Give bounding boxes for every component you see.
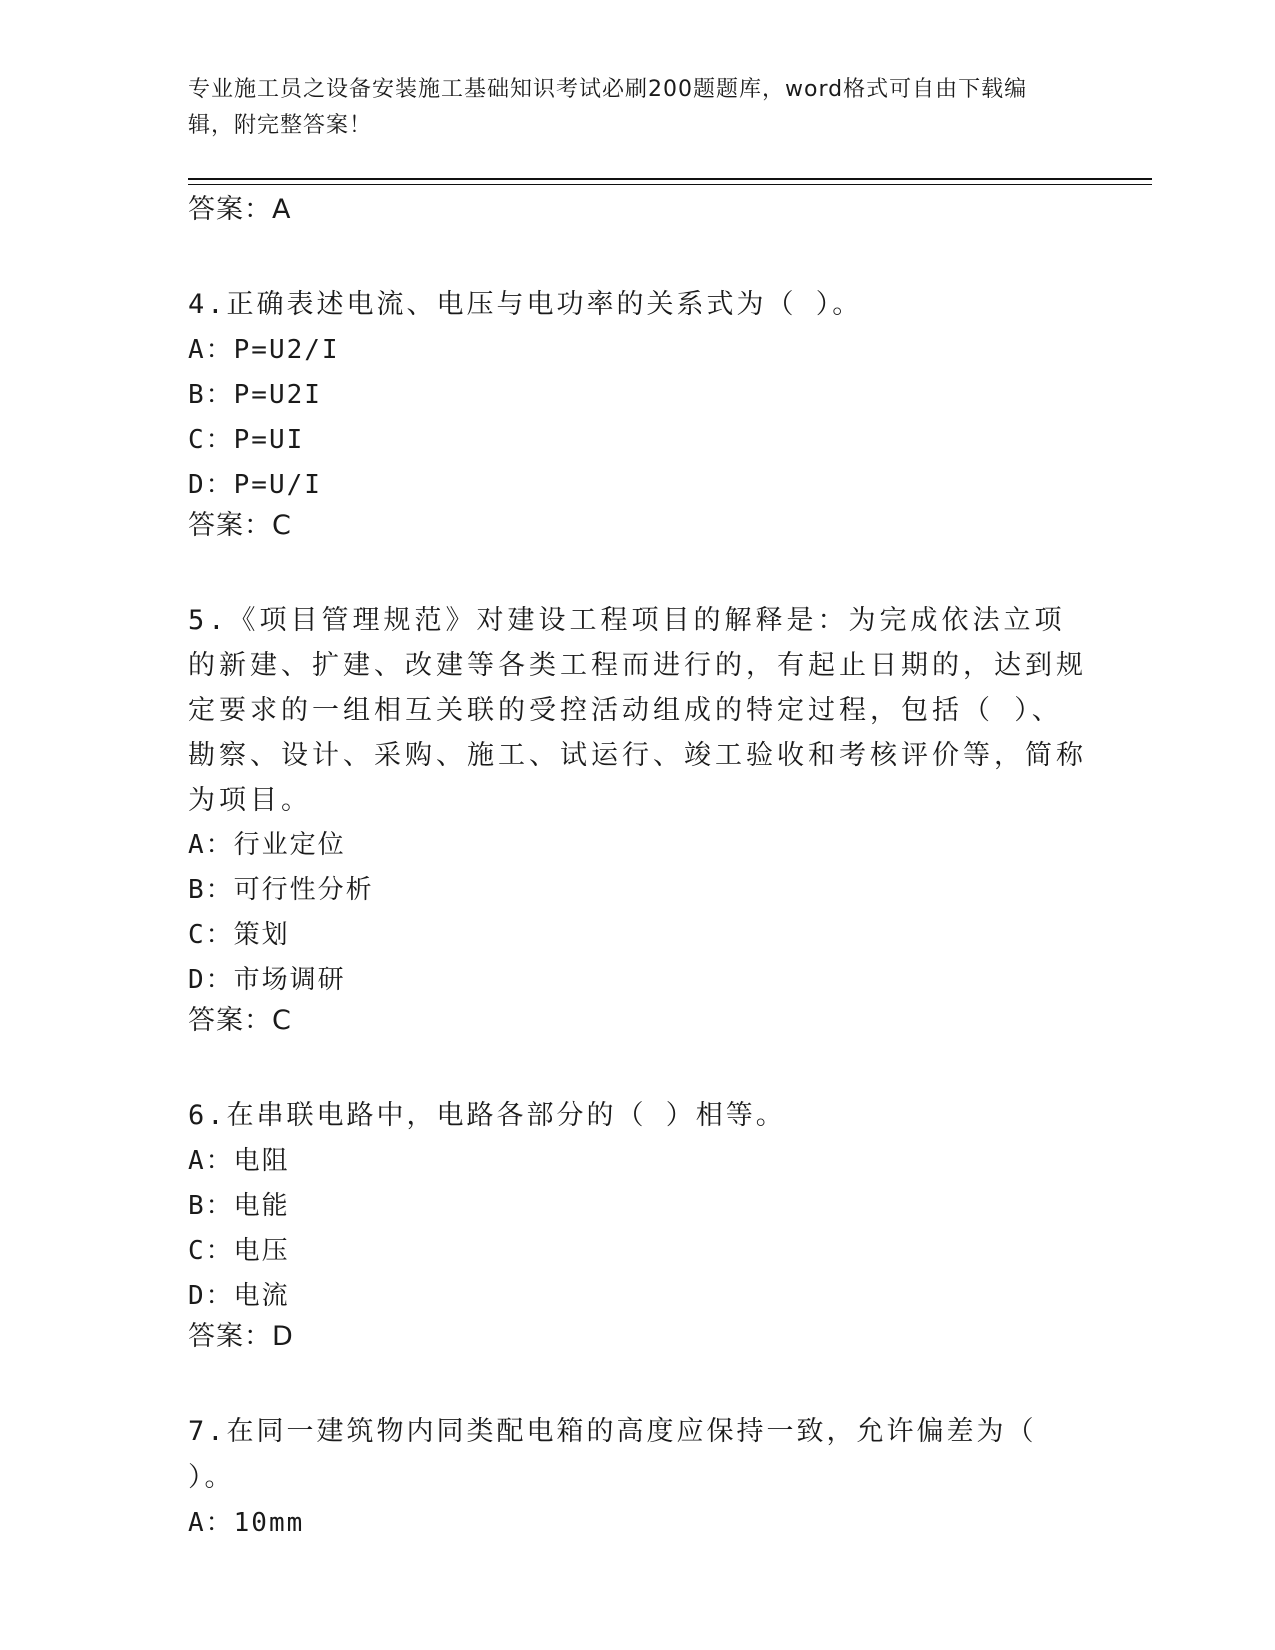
answer-line: 答案：D [188,1321,294,1352]
question-list [188,192,1088,1546]
question-block [188,1409,1088,1546]
option-c: C：电压 [188,1236,290,1266]
option-a: A：电阻 [188,1146,290,1176]
option-a: A：10mm [188,1508,305,1538]
question-stem: 6.在串联电路中，电路各部分的（ ）相等。 [188,1100,786,1131]
question-block [188,1093,1088,1363]
question-block [188,282,1088,552]
document-header: 专业施工员之设备安装施工基础知识考试必刷200题题库，word格式可自由下载编辑，附完整答案！ [188,77,1028,138]
option-d: D：P=U/I [188,470,322,500]
question-stem: 5.《项目管理规范》对建设工程项目的解释是：为完成依法立项的新建、扩建、改建等各类工程而进行的，有起止日期的，达到规定要求的一组相互关联的受控活动组成的特定过程，包括（ ）、勘察、设计、采购、施工、试运行、竣工验收和考核评价等，简称为项目。 [188,605,1087,816]
option-b: B：可行性分析 [188,875,374,905]
header-rule-thick [188,178,1152,180]
option-d: D：市场调研 [188,965,346,995]
option-c: C：策划 [188,920,290,950]
question-stem: 7.在同一建筑物内同类配电箱的高度应保持一致，允许偏差为（ ）。 [188,1416,1037,1493]
answer-line: 答案：C [188,510,292,541]
option-c: C：P=UI [188,425,305,455]
option-a: A：行业定位 [188,830,346,860]
option-b: B：P=U2I [188,380,322,410]
question-block [188,598,1088,1047]
question-stem: 4.正确表述电流、电压与电功率的关系式为（ ）。 [188,289,863,320]
option-d: D：电流 [188,1281,290,1311]
answer-line: 答案：A [188,194,292,225]
option-a: A：P=U2/I [188,335,340,365]
option-b: B：电能 [188,1191,290,1221]
header-rule-thin [188,184,1152,185]
answer-line: 答案：C [188,1005,292,1036]
